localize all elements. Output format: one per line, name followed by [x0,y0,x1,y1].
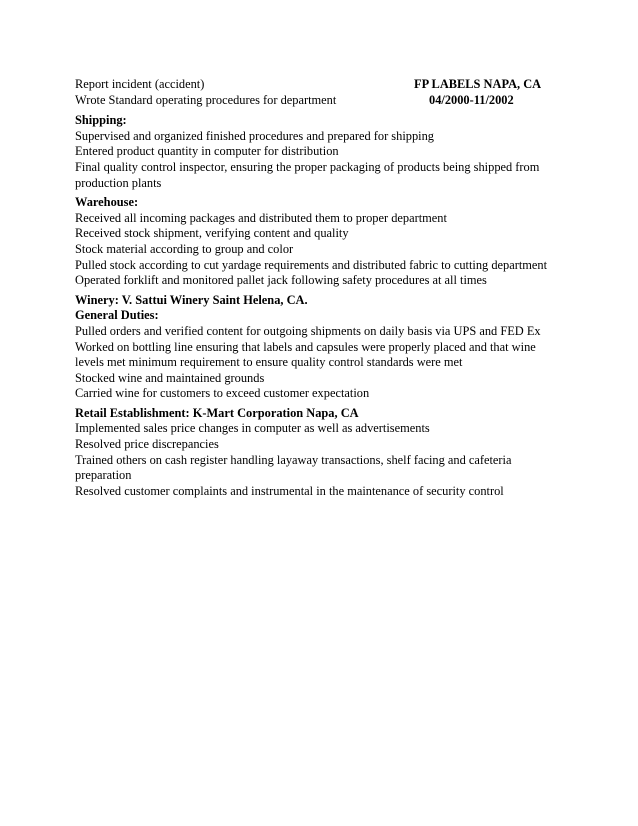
duty-line: Entered product quantity in computer for distribution [75,144,339,159]
header-duty-text: Report incident (accident) [75,77,205,91]
shipping-section [75,113,565,191]
header-row-1 [75,77,565,93]
duty-line: Pulled stock according to cut yardage requirements and distributed fabric to cutting department [75,257,548,272]
section-heading: Winery: V. Sattui Winery Saint Helena, CA. [75,292,308,307]
duty-line: levels met minimum requirement to ensure quality control standards were met [75,355,463,370]
section-heading: Warehouse: [75,195,139,210]
retail-section [75,406,565,500]
duty-line: production plants [75,175,162,190]
winery-section [75,293,565,402]
duty-line: Resolved price discrepancies [75,437,219,452]
section-subheading: General Duties: [75,308,159,323]
duty-line: Received stock shipment, verifying content and quality [75,226,349,241]
section-heading: Retail Establishment: K-Mart Corporation Napa, CA [75,405,359,420]
header-row-2 [75,93,565,109]
section-heading: Shipping: [75,113,127,128]
duty-line: Pulled orders and verified content for outgoing shipments on daily basis via UPS and FED Ex [75,323,541,338]
resume-content [75,77,565,499]
duty-line: Final quality control inspector, ensuring the proper packaging of products being shipped from [75,159,540,174]
duty-line: Carried wine for customers to exceed customer expectation [75,386,370,401]
duty-line: Stocked wine and maintained grounds [75,370,265,385]
employer-name: FP LABELS NAPA, CA [414,77,542,91]
duty-line: Received all incoming packages and distributed them to proper department [75,210,447,225]
duty-line: preparation [75,468,132,483]
duty-line: Operated forklift and monitored pallet jack following safety procedures at all times [75,273,487,288]
warehouse-section [75,195,565,289]
duty-line: Worked on bottling line ensuring that labels and capsules were properly placed and that wine [75,339,536,354]
employment-dates: 04/2000-11/2002 [429,92,514,107]
duty-line: Trained others on cash register handling layaway transactions, shelf facing and cafeteria [75,452,512,467]
duty-line: Resolved customer complaints and instrumental in the maintenance of security control [75,483,504,498]
header-duty-text: Wrote Standard operating procedures for department [75,92,337,107]
duty-line: Stock material according to group and color [75,241,294,256]
duty-line: Implemented sales price changes in computer as well as advertisements [75,421,430,436]
duty-line: Supervised and organized finished procedures and prepared for shipping [75,128,434,143]
